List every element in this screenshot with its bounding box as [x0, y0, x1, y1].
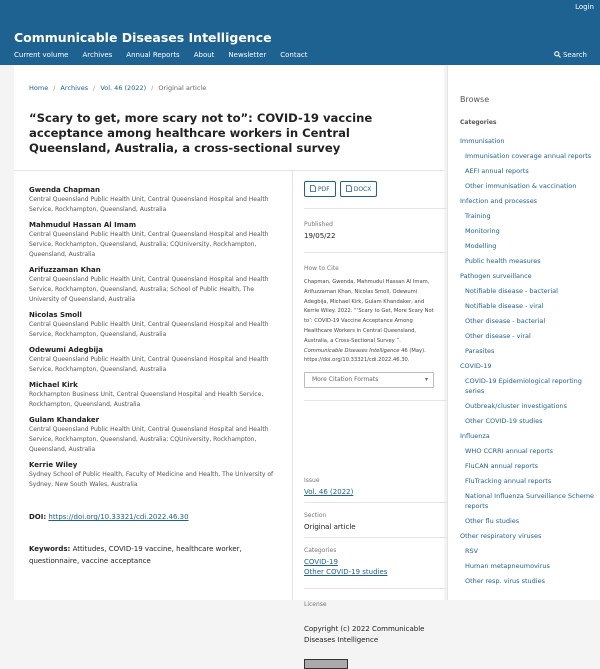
author-name: Mahmudul Hassan Al Imam [29, 221, 137, 229]
doi-link[interactable]: https://doi.org/10.33321/cdi.2022.46.30 [48, 513, 189, 521]
author-name: Gwenda Chapman [29, 186, 100, 194]
categories-label: Categories [304, 547, 337, 554]
published-value: 19/05/22 [304, 232, 336, 240]
author-affiliation: Central Queensland Public Health Unit, Central Queensland Hospital and Health Service, Rockhampton, Queensland, Australia [29, 321, 269, 338]
license-text: Copyright (c) 2022 Communicable Diseases Intelligence [304, 625, 425, 644]
author-affiliation: Sydney School of Public Health, Faculty of Medicine and Health, The University of Sydney, New South Wales, Australia [29, 471, 274, 488]
author-affiliation: Central Queensland Public Health Unit, Central Queensland Hospital and Health Service, Rockhampton, Queensland, Australia; School of Public Health, The University of Queensland, Australia [29, 276, 269, 303]
section-value: Original article [304, 523, 356, 531]
sidebar-category-item[interactable]: National Influenza Surveillance Scheme reports [465, 492, 595, 510]
sidebar-category-item[interactable]: WHO CCRRI annual reports [465, 447, 554, 455]
nav-newsletter[interactable]: Newsletter [228, 51, 267, 59]
sidebar-heading: Browse [460, 95, 490, 104]
author-affiliation: Rockhampton Business Unit, Central Queensland Hospital and Health Service, Rockhampton, Queensland, Australia [29, 391, 264, 408]
cite-label: How to Cite [304, 265, 339, 272]
keywords-row [29, 543, 284, 567]
pdf-label: PDF [318, 186, 330, 193]
author-entry [29, 220, 284, 260]
sidebar-category-item[interactable]: Notifiable disease - viral [465, 302, 544, 310]
sidebar-category-item[interactable]: Other immunisation & vaccination [465, 182, 577, 190]
sidebar-category-item[interactable]: Monitoring [465, 227, 500, 235]
keywords-label: Keywords: [29, 545, 71, 553]
section-label: Section [304, 512, 327, 519]
keywords-value: Attitudes, COVID-19 vaccine, healthcare worker, questionnaire, vaccine acceptance [29, 545, 242, 565]
sidebar-category-item[interactable]: Other disease - viral [465, 332, 531, 340]
author-name: Michael Kirk [29, 381, 78, 389]
docx-button[interactable] [340, 181, 378, 197]
citation-formats-dropdown[interactable] [304, 372, 434, 388]
citation-journal: Communicable Diseases Intelligence [304, 347, 400, 354]
section-divider [14, 170, 444, 171]
issue-link[interactable]: Vol. 46 (2022) [304, 488, 354, 496]
breadcrumb-home[interactable]: Home [29, 84, 49, 92]
details-divider [304, 502, 456, 503]
sidebar-category-item[interactable]: Outbreak/cluster investigations [465, 402, 568, 410]
sidebar-category-item[interactable]: Influenza [460, 432, 490, 440]
sidebar-category-item[interactable]: Pathogen surveillance [460, 272, 532, 280]
breadcrumb-archives[interactable]: Archives [60, 84, 89, 92]
sidebar [447, 65, 600, 600]
sidebar-category-item[interactable]: Immunisation [460, 137, 505, 145]
citation-text [304, 278, 439, 366]
category-link[interactable]: COVID-19 [304, 558, 338, 566]
breadcrumb-separator: / [53, 84, 56, 92]
sidebar-category-item[interactable]: Notifiable disease - bacterial [465, 287, 558, 295]
galley-links [304, 181, 436, 197]
details-divider [304, 588, 456, 589]
site-header [0, 0, 600, 65]
doi-label: DOI: [29, 513, 47, 521]
breadcrumb-separator: / [151, 84, 154, 92]
details-divider [304, 208, 456, 209]
sidebar-category-item[interactable]: Training [465, 212, 491, 220]
docx-label: DOCX [353, 186, 372, 193]
search-icon [554, 51, 561, 58]
details-divider [304, 537, 456, 538]
author-entry [29, 310, 284, 340]
author-entry [29, 345, 284, 375]
author-name: Nicolas Smoll [29, 311, 82, 319]
sidebar-category-item[interactable]: Other respiratory viruses [460, 532, 542, 540]
nav-annual-reports[interactable]: Annual Reports [126, 51, 180, 59]
categories-heading: Categories [460, 119, 497, 126]
doi-row [29, 513, 189, 521]
citation-main: Chapman, Gwenda, Mahmudul Hassan Al Imam, Arifuzzaman Khan, Nicolas Smoll, Odewumi Adegbija, Michael Kirk, Gulam Khandaker, and Kerrie Wiley. 2022. “‘Scary to Get, More Scary Not to’: COVID-19 Vaccine Acceptance Among Healthcare Workers in Central Queensland, Australia, a Cross-Sectional Survey ”. [304, 279, 434, 344]
author-name: Arifuzzaman Khan [29, 266, 101, 274]
sidebar-category-item[interactable]: FluCAN annual reports [465, 462, 539, 470]
sidebar-category-item[interactable]: Modelling [465, 242, 497, 250]
nav-contact[interactable]: Contact [280, 51, 308, 59]
nav-archives[interactable]: Archives [82, 51, 113, 59]
more-formats-label: More Citation Formats [312, 376, 379, 383]
author-entry [29, 380, 284, 410]
search-link[interactable] [554, 51, 587, 59]
details-divider [304, 400, 456, 401]
cc-license-badge[interactable] [304, 659, 348, 669]
sidebar-category-item[interactable]: FluTracking annual reports [465, 477, 552, 485]
sidebar-category-item[interactable]: Immunisation coverage annual reports [465, 152, 592, 160]
sidebar-category-item[interactable]: Human metapneumovirus [465, 562, 550, 570]
site-title[interactable]: Communicable Diseases Intelligence [14, 30, 272, 45]
sidebar-category-item[interactable]: COVID-19 Epidemiological reporting series [465, 377, 582, 395]
nav-current-volume[interactable]: Current volume [14, 51, 69, 59]
author-list [29, 185, 284, 495]
author-affiliation: Central Queensland Public Health Unit, Central Queensland Hospital and Health Service, Rockhampton, Queensland, Australia; CQUniversity, Rockhampton, Queensland, Australia [29, 231, 269, 258]
nav-about[interactable]: About [193, 51, 215, 59]
breadcrumb-separator: / [93, 84, 96, 92]
sidebar-category-item[interactable]: RSV [465, 547, 479, 555]
breadcrumb-current: Original article [158, 84, 207, 92]
author-affiliation: Central Queensland Public Health Unit, Central Queensland Hospital and Health Service, Rockhampton, Queensland, Australia [29, 356, 269, 373]
sidebar-category-item[interactable]: COVID-19 [460, 362, 492, 370]
column-divider [292, 170, 293, 600]
sidebar-category-item[interactable]: Parasites [465, 347, 495, 355]
login-link[interactable]: Login [575, 3, 594, 11]
published-label: Published [304, 221, 333, 228]
category-list [460, 136, 598, 591]
chevron-down-icon: ▾ [424, 376, 428, 383]
breadcrumb-issue[interactable]: Vol. 46 (2022) [100, 84, 147, 92]
author-entry [29, 415, 284, 455]
author-entry [29, 265, 284, 305]
citation-end: 46 (May). https://doi.org/10.33321/cdi.2022.46.30. [304, 347, 426, 364]
file-icon [346, 185, 352, 192]
author-name: Gulam Khandaker [29, 416, 100, 424]
author-entry [29, 185, 284, 215]
main-nav [14, 51, 308, 59]
search-label: Search [562, 51, 587, 59]
author-name: Odewumi Adegbija [29, 346, 104, 354]
sidebar-category-item[interactable]: Public health measures [465, 257, 541, 265]
sidebar-category-item[interactable]: Other flu studies [465, 517, 520, 525]
breadcrumb [29, 84, 206, 92]
author-entry [29, 460, 284, 490]
sidebar-category-item[interactable]: Other resp. virus studies [465, 577, 545, 585]
pdf-button[interactable] [304, 181, 336, 197]
sidebar-category-item[interactable]: Other disease - bacterial [465, 317, 546, 325]
sidebar-category-item[interactable]: Infection and processes [460, 197, 538, 205]
category-link[interactable]: Other COVID-19 studies [304, 568, 388, 576]
details-divider [304, 252, 456, 253]
sidebar-category-item[interactable]: Other COVID-19 studies [465, 417, 543, 425]
author-name: Kerrie Wiley [29, 461, 78, 469]
page-title: “Scary to get, more scary not to”: COVID-19 vaccine acceptance among healthcare workers in Central Queensland, Australia, a cross-sectional survey [29, 111, 373, 155]
license-label: License [304, 601, 327, 608]
author-affiliation: Central Queensland Public Health Unit, Central Queensland Hospital and Health Service, Rockhampton, Queensland, Australia; CQUniversity, Rockhampton, Queensland, Australia [29, 426, 269, 453]
file-icon [310, 185, 316, 192]
sidebar-category-item[interactable]: AEFI annual reports [465, 167, 529, 175]
author-affiliation: Central Queensland Public Health Unit, Central Queensland Hospital and Health Service, Rockhampton, Queensland, Australia [29, 196, 269, 213]
main-content [14, 65, 444, 644]
issue-label: Issue [304, 477, 320, 484]
article-details [304, 181, 436, 644]
